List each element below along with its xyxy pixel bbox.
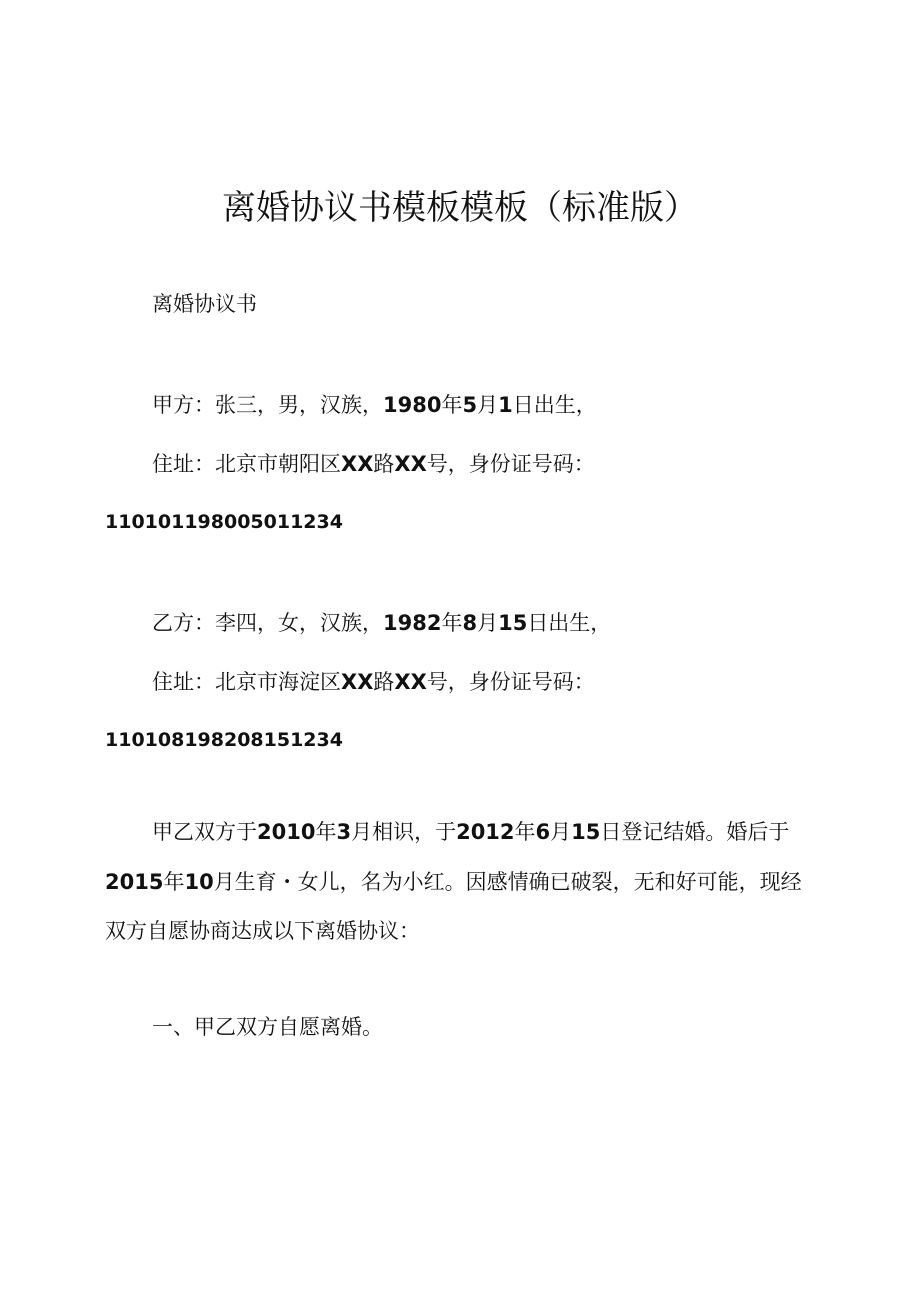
party-a-addr-number: XX bbox=[394, 452, 427, 476]
party-b-text-4: 日出生， bbox=[527, 611, 612, 635]
para-text: 日登记结婚。婚后于 bbox=[600, 820, 790, 844]
party-b-address bbox=[152, 668, 595, 696]
para-number: 6 bbox=[535, 820, 551, 844]
clause-1: 一、甲乙双方自愿离婚。 bbox=[152, 1015, 383, 1039]
para-number: 2015 bbox=[105, 870, 164, 894]
para-text: 月相识，于 bbox=[351, 820, 457, 844]
party-a-addr-1: 住址：北京市朝阳区 bbox=[152, 452, 341, 476]
party-b-text-2: 年 bbox=[441, 611, 463, 635]
paragraph-line-3: 双方自愿协商达成以下离婚协议： bbox=[105, 919, 420, 943]
para-number: 15 bbox=[571, 820, 601, 844]
party-b-text-1: 乙方：李四，女，汉族， bbox=[152, 611, 383, 635]
party-b-addr-1: 住址：北京市海淀区 bbox=[152, 670, 341, 694]
para-number: 3 bbox=[336, 820, 352, 844]
para-text: 月生育・女儿，名为小红。因感情确已破裂，无和好可能，现经 bbox=[213, 870, 802, 894]
party-a-addr-road: XX bbox=[341, 452, 374, 476]
para-text: 月 bbox=[550, 820, 572, 844]
paragraph-line-1 bbox=[152, 818, 789, 846]
party-b-id-number: 110108198208151234 bbox=[105, 729, 343, 751]
party-b-birth-day: 15 bbox=[498, 611, 528, 635]
party-a-address bbox=[152, 450, 595, 478]
document-title: 离婚协议书模板模板（标准版） bbox=[222, 188, 698, 228]
party-b-birth-year: 1982 bbox=[383, 611, 442, 635]
party-b-addr-3: 号，身份证号码： bbox=[426, 670, 595, 694]
party-b-birth-month: 8 bbox=[462, 611, 478, 635]
party-a-line bbox=[152, 391, 597, 419]
party-a-id-number: 110101198005011234 bbox=[105, 511, 343, 533]
para-number: 2012 bbox=[456, 820, 515, 844]
party-a-text-2: 年 bbox=[441, 393, 463, 417]
party-a-text-1: 甲方：张三，男，汉族， bbox=[152, 393, 383, 417]
party-b-addr-number: XX bbox=[394, 670, 427, 694]
para-text: 年 bbox=[163, 870, 185, 894]
party-a-text-3: 月 bbox=[477, 393, 499, 417]
party-b-addr-2: 路 bbox=[373, 670, 395, 694]
party-b-line bbox=[152, 609, 611, 637]
party-a-birth-year: 1980 bbox=[383, 393, 442, 417]
party-a-addr-3: 号，身份证号码： bbox=[426, 452, 595, 476]
party-a-addr-2: 路 bbox=[373, 452, 395, 476]
party-a-birth-month: 5 bbox=[462, 393, 478, 417]
agreement-heading: 离婚协议书 bbox=[152, 292, 257, 316]
party-a-birth-day: 1 bbox=[498, 393, 513, 417]
paragraph-line-2 bbox=[105, 868, 802, 896]
para-number: 10 bbox=[184, 870, 214, 894]
para-number: 2010 bbox=[257, 820, 316, 844]
para-text: 甲乙双方于 bbox=[152, 820, 257, 844]
para-text: 年 bbox=[315, 820, 337, 844]
para-text: 年 bbox=[514, 820, 536, 844]
party-b-text-3: 月 bbox=[477, 611, 499, 635]
party-b-addr-road: XX bbox=[341, 670, 374, 694]
party-a-text-4: 日出生， bbox=[512, 393, 597, 417]
